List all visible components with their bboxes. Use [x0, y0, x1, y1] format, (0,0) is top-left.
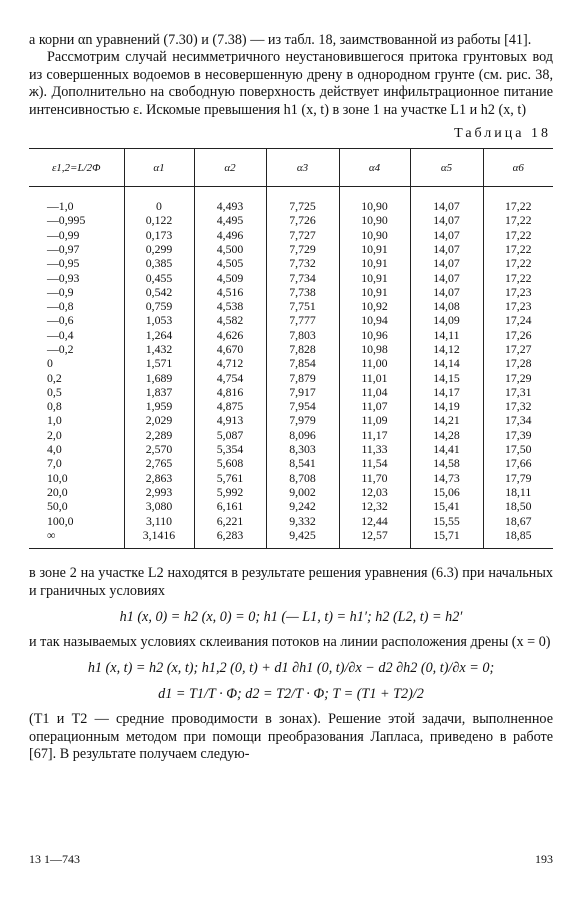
table-cell-alpha: 2,765 [124, 456, 194, 470]
table-cell-alpha: 4,582 [194, 313, 266, 327]
table-cell-alpha: 0,542 [124, 285, 194, 299]
table-cell-alpha: 5,087 [194, 428, 266, 442]
table-cell-alpha: 18,11 [483, 485, 553, 499]
table-row [29, 299, 553, 313]
table-cell-alpha: 10,90 [339, 213, 410, 227]
table-cell-alpha: 4,509 [194, 271, 266, 285]
table-cell-alpha: 4,496 [194, 228, 266, 242]
table-cell-alpha: 14,17 [410, 385, 483, 399]
table-cell-alpha: 4,500 [194, 242, 266, 256]
table-cell-alpha: 3,1416 [124, 528, 194, 549]
table-cell-alpha: 17,23 [483, 299, 553, 313]
table-cell-alpha: 4,516 [194, 285, 266, 299]
table-cell-alpha: 2,029 [124, 413, 194, 427]
table-header-cell: ε1,2=L/2Φ [29, 149, 124, 187]
table-cell-alpha: 17,22 [483, 256, 553, 270]
page-footer [29, 852, 553, 867]
table-cell-alpha: 11,54 [339, 456, 410, 470]
table-cell-alpha: 14,73 [410, 471, 483, 485]
table-cell-alpha: 10,98 [339, 342, 410, 356]
table-row [29, 242, 553, 256]
table-cell-alpha: 18,50 [483, 499, 553, 513]
table-cell-alpha: 4,754 [194, 371, 266, 385]
table-cell-alpha: 1,571 [124, 356, 194, 370]
table-cell-alpha: 7,725 [266, 187, 339, 214]
table-cell-epsilon: —0,93 [47, 270, 80, 285]
table-row [29, 471, 553, 485]
table-cell-alpha: 10,96 [339, 328, 410, 342]
table-cell-alpha: 9,332 [266, 514, 339, 528]
table-header-cell: α4 [339, 149, 410, 187]
table-cell-alpha: 2,289 [124, 428, 194, 442]
table-cell-alpha: 7,726 [266, 213, 339, 227]
table-cell-alpha: 8,096 [266, 428, 339, 442]
table-cell-alpha: 4,913 [194, 413, 266, 427]
table-cell-alpha: 10,94 [339, 313, 410, 327]
table-cell-alpha: 7,828 [266, 342, 339, 356]
table-header-cell: α5 [410, 149, 483, 187]
table-cell-alpha: 14,28 [410, 428, 483, 442]
table-cell-alpha: 1,432 [124, 342, 194, 356]
table-cell-alpha: 14,09 [410, 313, 483, 327]
table-cell-alpha: 10,91 [339, 285, 410, 299]
table-cell-alpha: 7,979 [266, 413, 339, 427]
table-cell-alpha: 4,875 [194, 399, 266, 413]
table-cell-alpha: 14,07 [410, 285, 483, 299]
table-cell-alpha: 9,242 [266, 499, 339, 513]
table-cell-alpha: 17,22 [483, 242, 553, 256]
table-header-cell: α3 [266, 149, 339, 187]
table-cell-alpha: 10,92 [339, 299, 410, 313]
book-page [29, 32, 553, 764]
table-row [29, 428, 553, 442]
table-row [29, 413, 553, 427]
table-cell-epsilon: 20,0 [47, 484, 68, 499]
page-number: 193 [535, 852, 553, 866]
table-cell-alpha: 1,837 [124, 385, 194, 399]
roots-table [29, 148, 553, 549]
table-cell-alpha: 3,110 [124, 514, 194, 528]
table-cell-epsilon: ∞ [29, 528, 124, 549]
table-cell-epsilon: 0 [47, 356, 53, 371]
table-cell-alpha: 10,90 [339, 228, 410, 242]
table-cell-alpha: 15,06 [410, 485, 483, 499]
signature-mark: 13 1—743 [29, 852, 80, 866]
table-header-row [29, 149, 553, 187]
table-cell-alpha: 17,22 [483, 228, 553, 242]
table-cell-alpha: 10,91 [339, 242, 410, 256]
table-cell-alpha: 14,07 [410, 228, 483, 242]
paragraph-conditions: в зоне 2 на участке L2 находятся в результате решения уравнения (6.3) при начальных и граничных условиях [29, 565, 553, 599]
table-cell-alpha: 18,67 [483, 514, 553, 528]
table-row [29, 499, 553, 513]
table-cell-alpha: 0,759 [124, 299, 194, 313]
table-cell-epsilon: 100,0 [47, 513, 74, 528]
table-cell-alpha: 11,01 [339, 371, 410, 385]
table-row [29, 187, 553, 214]
table-cell-alpha: 0,173 [124, 228, 194, 242]
table-cell-alpha: 14,08 [410, 299, 483, 313]
table-cell-alpha: 7,954 [266, 399, 339, 413]
table-cell-alpha: 17,27 [483, 342, 553, 356]
table-cell-alpha: 14,07 [410, 242, 483, 256]
table-header-cell: α2 [194, 149, 266, 187]
table-cell-alpha: 14,21 [410, 413, 483, 427]
table-cell-alpha: 10,90 [339, 187, 410, 214]
table-cell-alpha: 1,959 [124, 399, 194, 413]
table-cell-alpha: 6,221 [194, 514, 266, 528]
table-cell-alpha: 5,608 [194, 456, 266, 470]
table-cell-alpha: 17,31 [483, 385, 553, 399]
table-cell-alpha: 7,751 [266, 299, 339, 313]
table-cell-alpha: 10,91 [339, 271, 410, 285]
table-row [29, 371, 553, 385]
table-cell-epsilon: —0,99 [47, 227, 80, 242]
table-body [29, 187, 553, 549]
table-cell-alpha: 7,917 [266, 385, 339, 399]
formula-coefficients: d1 = T1/T · Φ; d2 = T2/T · Φ; T = (T1 + T2)/2 [158, 686, 424, 703]
table-cell-alpha: 4,816 [194, 385, 266, 399]
table-row [29, 342, 553, 356]
table-cell-alpha: 14,58 [410, 456, 483, 470]
table-row [29, 514, 553, 528]
table-cell-epsilon: —0,6 [47, 313, 74, 328]
table-cell-alpha: 11,17 [339, 428, 410, 442]
table-cell-alpha: 1,053 [124, 313, 194, 327]
table-row [29, 313, 553, 327]
table-cell-epsilon: —0,995 [47, 213, 86, 228]
table-cell-alpha: 7,803 [266, 328, 339, 342]
table-cell-alpha: 7,734 [266, 271, 339, 285]
table-cell-alpha: 4,493 [194, 187, 266, 214]
table-cell-alpha: 17,50 [483, 442, 553, 456]
table-cell-alpha: 7,879 [266, 371, 339, 385]
table-row [29, 528, 553, 549]
table-cell-alpha: 3,080 [124, 499, 194, 513]
table-cell-epsilon: —0,9 [47, 284, 74, 299]
table-cell-alpha: 11,09 [339, 413, 410, 427]
table-cell-alpha: 14,07 [410, 213, 483, 227]
table-cell-alpha: 14,14 [410, 356, 483, 370]
table-cell-epsilon: 7,0 [47, 456, 62, 471]
table-cell-alpha: 8,541 [266, 456, 339, 470]
table-cell-alpha: 4,538 [194, 299, 266, 313]
table-cell-epsilon: 50,0 [47, 499, 68, 514]
table-cell-alpha: 5,761 [194, 471, 266, 485]
table-cell-alpha: 0,122 [124, 213, 194, 227]
table-cell-epsilon: —0,95 [47, 256, 80, 271]
table-cell-alpha: 0,385 [124, 256, 194, 270]
table-cell-alpha: 11,33 [339, 442, 410, 456]
table-cell-alpha: 11,07 [339, 399, 410, 413]
table-cell-alpha: 12,32 [339, 499, 410, 513]
table-cell-alpha: 17,22 [483, 187, 553, 214]
table-row [29, 385, 553, 399]
table-row [29, 456, 553, 470]
table-row [29, 213, 553, 227]
table-cell-alpha: 0,299 [124, 242, 194, 256]
table-cell-epsilon: —0,2 [47, 342, 74, 356]
table-cell-alpha: 7,738 [266, 285, 339, 299]
table-cell-alpha: 17,24 [483, 313, 553, 327]
table-header-cell: α6 [483, 149, 553, 187]
table-row [29, 256, 553, 270]
table-cell-alpha: 14,12 [410, 342, 483, 356]
table-cell-alpha: 4,670 [194, 342, 266, 356]
table-cell-epsilon: 0,2 [47, 370, 62, 385]
table-cell-alpha: 6,283 [194, 528, 266, 549]
table-cell-epsilon: 1,0 [47, 413, 62, 428]
table-cell-alpha: 17,34 [483, 413, 553, 427]
table-cell-alpha: 11,04 [339, 385, 410, 399]
table-row [29, 399, 553, 413]
table-cell-epsilon: 10,0 [47, 470, 68, 485]
table-cell-alpha: 14,15 [410, 371, 483, 385]
table-cell-alpha: 17,79 [483, 471, 553, 485]
table-cell-alpha: 6,161 [194, 499, 266, 513]
paragraph-intro: а корни αn уравнений (7.30) и (7.38) — из табл. 18, заимствованной из работы [41]. [29, 32, 532, 48]
table-cell-alpha: 11,70 [339, 471, 410, 485]
table-cell-alpha: 0,455 [124, 271, 194, 285]
table-cell-alpha: 1,264 [124, 328, 194, 342]
table-cell-alpha: 7,732 [266, 256, 339, 270]
table-cell-alpha: 8,303 [266, 442, 339, 456]
table-cell-epsilon: 0,8 [47, 399, 62, 414]
table-cell-alpha: 17,26 [483, 328, 553, 342]
table-row [29, 328, 553, 342]
table-cell-alpha: 17,39 [483, 428, 553, 442]
paragraph-gluing: и так называемых условиях склеивания потоков на линии расположения дрены (x = 0) [29, 633, 551, 650]
paragraph-solution: (T1 и T2 — средние проводимости в зонах). Решение этой задачи, выполненное операционным методом при помощи преобразования Лапласа, приведено в работе [67]. В результате получаем следую- [29, 711, 553, 763]
table-cell-alpha: 14,19 [410, 399, 483, 413]
table-cell-epsilon: —0,4 [47, 327, 74, 342]
table-cell-alpha: 15,55 [410, 514, 483, 528]
table-row [29, 285, 553, 299]
table-cell-alpha: 7,729 [266, 242, 339, 256]
table-cell-alpha: 4,505 [194, 256, 266, 270]
table-row [29, 228, 553, 242]
formula-gluing-conditions: h1 (x, t) = h2 (x, t); h1,2 (0, t) + d1 ∂h1 (0, t)/∂x − d2 ∂h2 (0, t)/∂x = 0; [87, 660, 495, 677]
table-cell-alpha: 9,425 [266, 528, 339, 549]
table-cell-alpha: 9,002 [266, 485, 339, 499]
table-cell-alpha: 17,29 [483, 371, 553, 385]
table-cell-alpha: 15,71 [410, 528, 483, 549]
table-cell-alpha: 17,66 [483, 456, 553, 470]
table-cell-alpha: 7,777 [266, 313, 339, 327]
table-cell-alpha: 12,44 [339, 514, 410, 528]
table-cell-alpha: 4,712 [194, 356, 266, 370]
table-cell-epsilon: —0,97 [47, 241, 80, 256]
table-cell-alpha: 15,41 [410, 499, 483, 513]
table-cell-alpha: 14,41 [410, 442, 483, 456]
table-cell-alpha: 17,22 [483, 271, 553, 285]
table-cell-alpha: 5,992 [194, 485, 266, 499]
table-cell-epsilon: 0,5 [47, 384, 62, 399]
table-cell-alpha: 18,85 [483, 528, 553, 549]
table-cell-alpha: 2,993 [124, 485, 194, 499]
table-cell-alpha: 8,708 [266, 471, 339, 485]
table-row [29, 485, 553, 499]
table-cell-alpha: 14,11 [410, 328, 483, 342]
table-cell-alpha: 10,91 [339, 256, 410, 270]
table-row [29, 356, 553, 370]
table-cell-alpha: 17,32 [483, 399, 553, 413]
table-cell-alpha: 7,727 [266, 228, 339, 242]
table-cell-alpha: 2,570 [124, 442, 194, 456]
table-cell-alpha: 14,07 [410, 187, 483, 214]
table-cell-alpha: 12,57 [339, 528, 410, 549]
table-cell-alpha: 17,28 [483, 356, 553, 370]
table-cell-alpha: 17,22 [483, 213, 553, 227]
table-cell-alpha: 12,03 [339, 485, 410, 499]
table-cell-alpha: 14,07 [410, 256, 483, 270]
table-cell-epsilon: —1,0 [47, 199, 74, 214]
paragraph-problem: Рассмотрим случай несимметричного неустановившегося притока грунтовых вод из совершенных водоемов в несовершенную дрену в однородном грунте (см. рис. 38, ж). Дополнительно на свободную поверхность действует инфильтрационное питание интенсивностью ε. Искомые превышения h1 (x, t) в зоне 1 на участке L1 и h2 (x, t) [29, 49, 553, 118]
table-row [29, 442, 553, 456]
table-cell-alpha: 11,00 [339, 356, 410, 370]
table-cell-epsilon: 2,0 [47, 427, 62, 442]
formula-initial-conditions: h1 (x, 0) = h2 (x, 0) = 0; h1 (— L1, t) = h1′; h2 (L2, t) = h2′ [119, 608, 463, 625]
table-cell-alpha: 0 [124, 187, 194, 214]
table-caption: Таблица 18 [454, 126, 551, 142]
table-cell-alpha: 4,495 [194, 213, 266, 227]
table-cell-epsilon: —0,8 [47, 299, 74, 314]
table-cell-alpha: 7,854 [266, 356, 339, 370]
table-cell-alpha: 2,863 [124, 471, 194, 485]
table-cell-alpha: 14,07 [410, 271, 483, 285]
table-cell-alpha: 1,689 [124, 371, 194, 385]
table-cell-alpha: 17,23 [483, 285, 553, 299]
table-cell-epsilon: 4,0 [47, 442, 62, 457]
table-row [29, 271, 553, 285]
table-cell-alpha: 4,626 [194, 328, 266, 342]
table-header-cell: α1 [124, 149, 194, 187]
table-cell-alpha: 5,354 [194, 442, 266, 456]
